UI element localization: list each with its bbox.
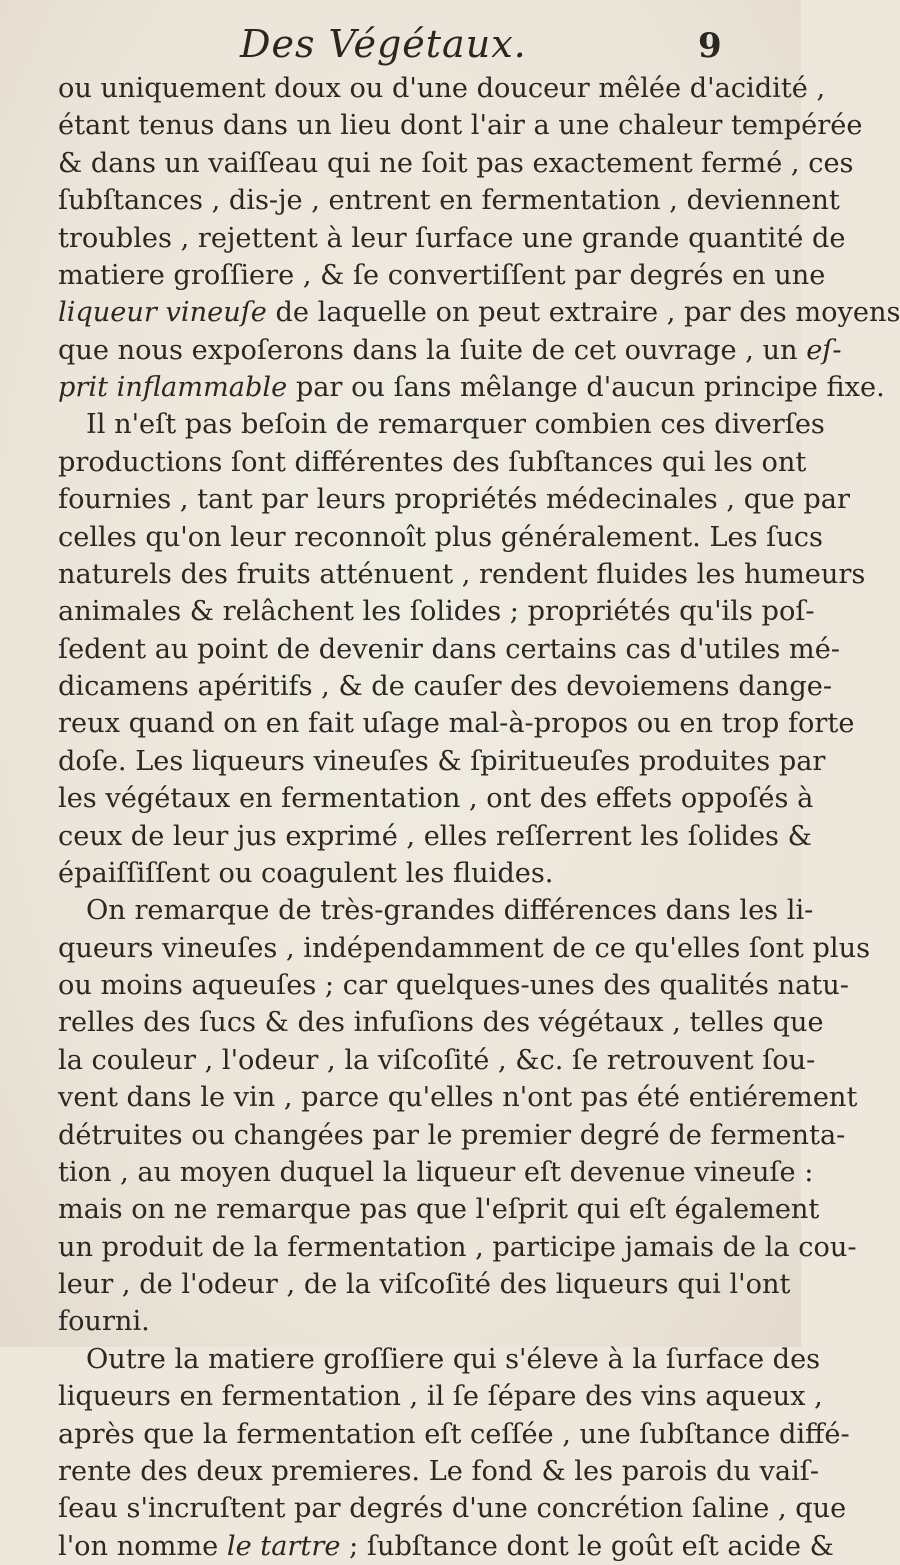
text-run: fournies , tant par leurs propriétés médecinales , que par bbox=[58, 484, 850, 516]
text-run: mais on ne remarque pas que l'eſprit qui eſt également bbox=[58, 1194, 820, 1226]
text-run: ceux de leur jus exprimé , elles reſſerrent les ſolides & bbox=[58, 820, 812, 852]
text-run: après que la fermentation eſt ceſſée , une ſubſtance diffé- bbox=[58, 1418, 850, 1450]
text-run: la couleur , l'odeur , la viſcoſité , &c. ſe retrouvent ſou- bbox=[58, 1044, 816, 1076]
text-run: matiere groſſiere , & ſe convertiſſent par degrés en une bbox=[58, 259, 826, 291]
text-run: & dans un vaiſſeau qui ne ſoit pas exactement fermé , ces bbox=[58, 147, 854, 179]
text-run: leur , de l'odeur , de la viſcoſité des liqueurs qui l'ont bbox=[58, 1269, 791, 1300]
text-line bbox=[58, 294, 900, 331]
text-line bbox=[58, 631, 840, 668]
text-line bbox=[58, 1528, 834, 1565]
text-line bbox=[58, 182, 840, 219]
text-run: ſubſtances , dis-je , entrent en fermentation , deviennent bbox=[58, 185, 840, 217]
text-run: vent dans le vin , parce qu'elles n'ont pas été entiérement bbox=[58, 1082, 858, 1114]
italic-term: eſ- bbox=[806, 334, 842, 366]
page-header bbox=[0, 22, 801, 74]
text-line bbox=[58, 1004, 824, 1041]
text-run: dicamens apéritifs , & de cauſer des devoiemens dange- bbox=[58, 671, 833, 702]
text-run: un produit de la fermentation , participe jamais de la cou- bbox=[58, 1231, 857, 1263]
text-run: productions ſont différentes des ſubſtances qui les ont bbox=[58, 446, 807, 478]
text-run: troubles , rejettent à leur ſurface une grande quantité de bbox=[58, 222, 846, 254]
text-line bbox=[58, 1266, 791, 1303]
text-run: Outre la matiere groſſiere qui s'éleve à la ſurface des bbox=[86, 1343, 821, 1375]
text-line bbox=[58, 332, 842, 369]
text-line bbox=[58, 818, 812, 855]
text-line bbox=[58, 519, 823, 556]
page-number: 9 bbox=[698, 26, 722, 66]
text-run: détruites ou changées par le premier degré de fermenta- bbox=[58, 1119, 846, 1151]
text-run: tion , au moyen duquel la liqueur eſt devenue vineuſe : bbox=[58, 1156, 814, 1188]
text-line bbox=[58, 593, 815, 630]
text-run: épaiſſiſſent ou coagulent les fluides. bbox=[58, 857, 554, 889]
text-run: animales & relâchent les ſolides ; propriétés qu'ils poſ- bbox=[58, 596, 815, 628]
text-run: fourni. bbox=[58, 1306, 150, 1338]
text-line bbox=[58, 1079, 858, 1116]
italic-term: prit inflammable bbox=[58, 372, 288, 403]
text-line bbox=[58, 1042, 816, 1079]
italic-term: le tartre bbox=[226, 1530, 341, 1562]
text-line bbox=[58, 220, 846, 257]
text-run: On remarque de très-grandes différences dans les li- bbox=[86, 895, 814, 927]
text-line bbox=[58, 705, 855, 742]
text-line bbox=[58, 1490, 847, 1527]
text-line bbox=[58, 257, 826, 294]
text-line bbox=[58, 668, 833, 705]
text-line bbox=[58, 406, 825, 443]
text-run: doſe. Les liqueurs vineuſes & ſpiritueuſes produites par bbox=[58, 745, 826, 777]
text-line bbox=[58, 1341, 821, 1378]
body-text bbox=[58, 70, 900, 1565]
text-run: que nous expoſerons dans la ſuite de cet ouvrage , un bbox=[58, 334, 807, 366]
text-run: ou uniquement doux ou d'une douceur mêlée d'acidité , bbox=[58, 73, 826, 104]
text-run: rente des deux premieres. Le fond & les parois du vaiſ- bbox=[58, 1455, 820, 1487]
text-line bbox=[58, 892, 814, 929]
text-run: les végétaux en fermentation , ont des effets oppoſés à bbox=[58, 783, 814, 815]
text-line bbox=[58, 967, 849, 1004]
text-run: l'on nomme bbox=[58, 1530, 227, 1562]
text-run: étant tenus dans un lieu dont l'air a une chaleur tempérée bbox=[58, 110, 863, 142]
text-run: ſeau s'incruſtent par degrés d'une concrétion ſaline , que bbox=[58, 1493, 847, 1525]
text-line bbox=[58, 1378, 823, 1415]
text-run: ſedent au point de devenir dans certains cas d'utiles mé- bbox=[58, 633, 840, 665]
text-line bbox=[58, 1117, 846, 1154]
text-run: Il n'eſt pas beſoin de remarquer combien ces diverſes bbox=[86, 409, 825, 441]
text-line bbox=[58, 107, 863, 144]
text-run: ou moins aqueuſes ; car quelques-unes des qualités natu- bbox=[58, 970, 849, 1001]
text-line bbox=[58, 780, 814, 817]
text-run: reux quand on en fait uſage mal-à-propos ou en trop forte bbox=[58, 708, 855, 740]
text-line bbox=[58, 743, 826, 780]
text-run: relles des ſucs & des infuſions des végétaux , telles que bbox=[58, 1007, 824, 1039]
text-run: celles qu'on leur reconnoît plus généralement. Les ſucs bbox=[58, 521, 823, 553]
text-line bbox=[58, 1416, 850, 1453]
text-run: ; ſubſtance dont le goût eſt acide & bbox=[340, 1530, 834, 1562]
text-line bbox=[58, 444, 807, 481]
italic-term: liqueur vineuſe bbox=[58, 297, 267, 329]
text-line bbox=[58, 1154, 814, 1191]
text-line bbox=[58, 70, 826, 107]
text-line bbox=[58, 1303, 744, 1340]
text-line bbox=[58, 481, 850, 518]
text-line bbox=[58, 1453, 820, 1490]
text-line bbox=[58, 369, 885, 406]
text-run: par ou ſans mêlange d'aucun principe fixe. bbox=[287, 372, 885, 403]
running-title: Des Végétaux. bbox=[240, 22, 527, 66]
text-line bbox=[58, 930, 871, 967]
text-run: queurs vineuſes , indépendamment de ce qu'elles ſont plus bbox=[58, 932, 871, 964]
text-run: naturels des fruits atténuent , rendent fluides les humeurs bbox=[58, 558, 866, 590]
text-run: liqueurs en fermentation , il ſe ſépare des vins aqueux , bbox=[58, 1381, 823, 1413]
text-line bbox=[58, 1191, 820, 1228]
text-line bbox=[58, 145, 854, 182]
text-line bbox=[58, 556, 866, 593]
text-line bbox=[58, 1229, 857, 1266]
text-line bbox=[58, 855, 744, 892]
text-run: de laquelle on peut extraire , par des moyens bbox=[266, 297, 900, 329]
